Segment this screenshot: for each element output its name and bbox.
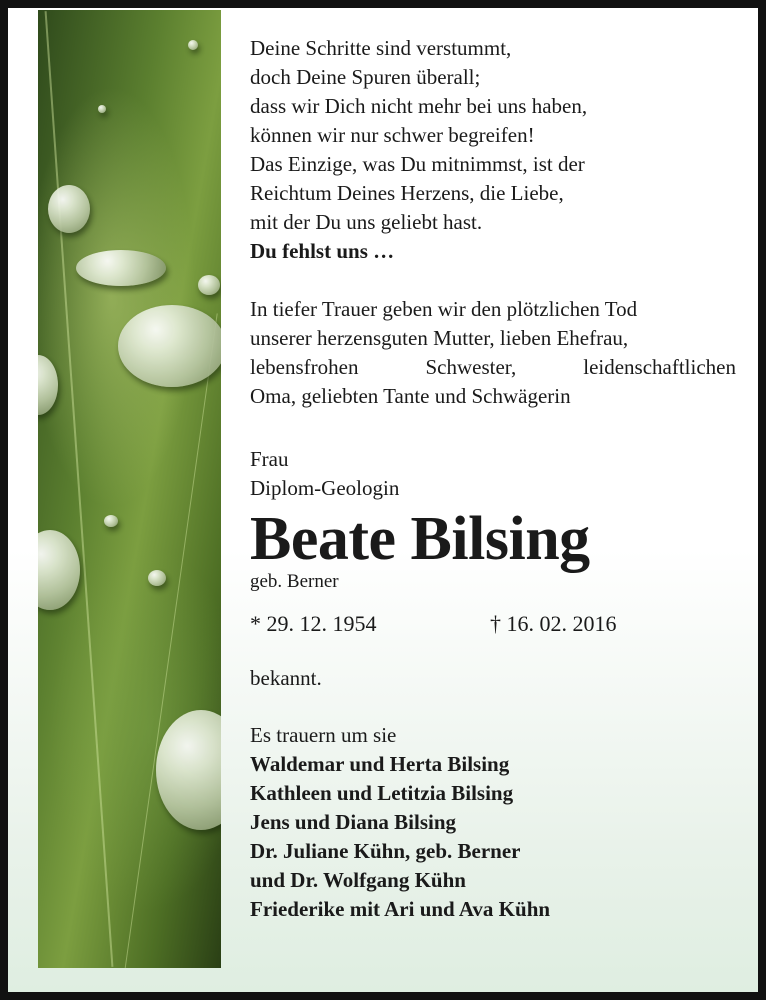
- water-drop: [76, 250, 166, 286]
- water-drop: [118, 305, 221, 387]
- water-drop: [198, 275, 220, 295]
- mourners: [250, 721, 736, 924]
- life-dates: [250, 609, 736, 638]
- poem-line: mit der Du uns geliebt hast.: [250, 210, 483, 234]
- announcement: [250, 295, 736, 411]
- poem-line: Deine Schritte sind verstummt,: [250, 36, 512, 60]
- water-drop: [48, 185, 90, 233]
- poem-line: Reichtum Deines Herzens, die Liebe,: [250, 181, 564, 205]
- announcement-end: bekannt.: [250, 666, 322, 690]
- birth-date: * 29. 12. 1954: [250, 611, 377, 636]
- announcement-line: Oma, geliebten Tante und Schwägerin: [250, 384, 571, 408]
- water-drops-leaf-photo: [38, 10, 221, 968]
- mourner-line: Kathleen und Letitzia Bilsing: [250, 781, 514, 805]
- poem-line: Das Einzige, was Du mitnimmst, ist der: [250, 152, 585, 176]
- poem-line: dass wir Dich nicht mehr bei uns haben,: [250, 94, 588, 118]
- death-date: † 16. 02. 2016: [490, 611, 617, 636]
- obituary-text: [250, 34, 736, 924]
- announcement-line: unserer herzensguten Mutter, lieben Ehefrau,: [250, 326, 629, 350]
- mourner-line: Waldemar und Herta Bilsing: [250, 752, 510, 776]
- title-profession: Diplom-Geologin: [250, 476, 400, 500]
- deceased-name: Beate Bilsing: [250, 505, 590, 573]
- poem: [250, 34, 736, 266]
- mourner-line: Friederike mit Ari und Ava Kühn: [250, 897, 551, 921]
- obituary-card: [8, 8, 758, 992]
- poem-line: doch Deine Spuren überall;: [250, 65, 481, 89]
- mourner-line: und Dr. Wolfgang Kühn: [250, 868, 466, 892]
- announcement-line: In tiefer Trauer geben wir den plötzlichen Tod: [250, 297, 638, 321]
- leaf-vein: [119, 313, 217, 968]
- water-drop: [188, 40, 198, 50]
- mourner-line: Dr. Juliane Kühn, geb. Berner: [250, 839, 521, 863]
- leaf-vein: [45, 11, 114, 967]
- title-honorific: Frau: [250, 447, 289, 471]
- poem-line: können wir nur schwer begreifen!: [250, 123, 535, 147]
- poem-closing: Du fehlst uns …: [250, 239, 395, 263]
- water-drop: [38, 530, 80, 610]
- maiden-name: geb. Berner: [250, 571, 339, 592]
- announcement-line: lebensfrohen Schwester, leidenschaftlichen: [250, 355, 736, 379]
- mourner-line: Jens und Diana Bilsing: [250, 810, 457, 834]
- water-drop: [156, 710, 221, 830]
- water-drop: [148, 570, 166, 586]
- water-drop: [98, 105, 106, 113]
- water-drop: [104, 515, 118, 527]
- water-drop: [38, 355, 58, 415]
- mourners-intro: Es trauern um sie: [250, 723, 397, 747]
